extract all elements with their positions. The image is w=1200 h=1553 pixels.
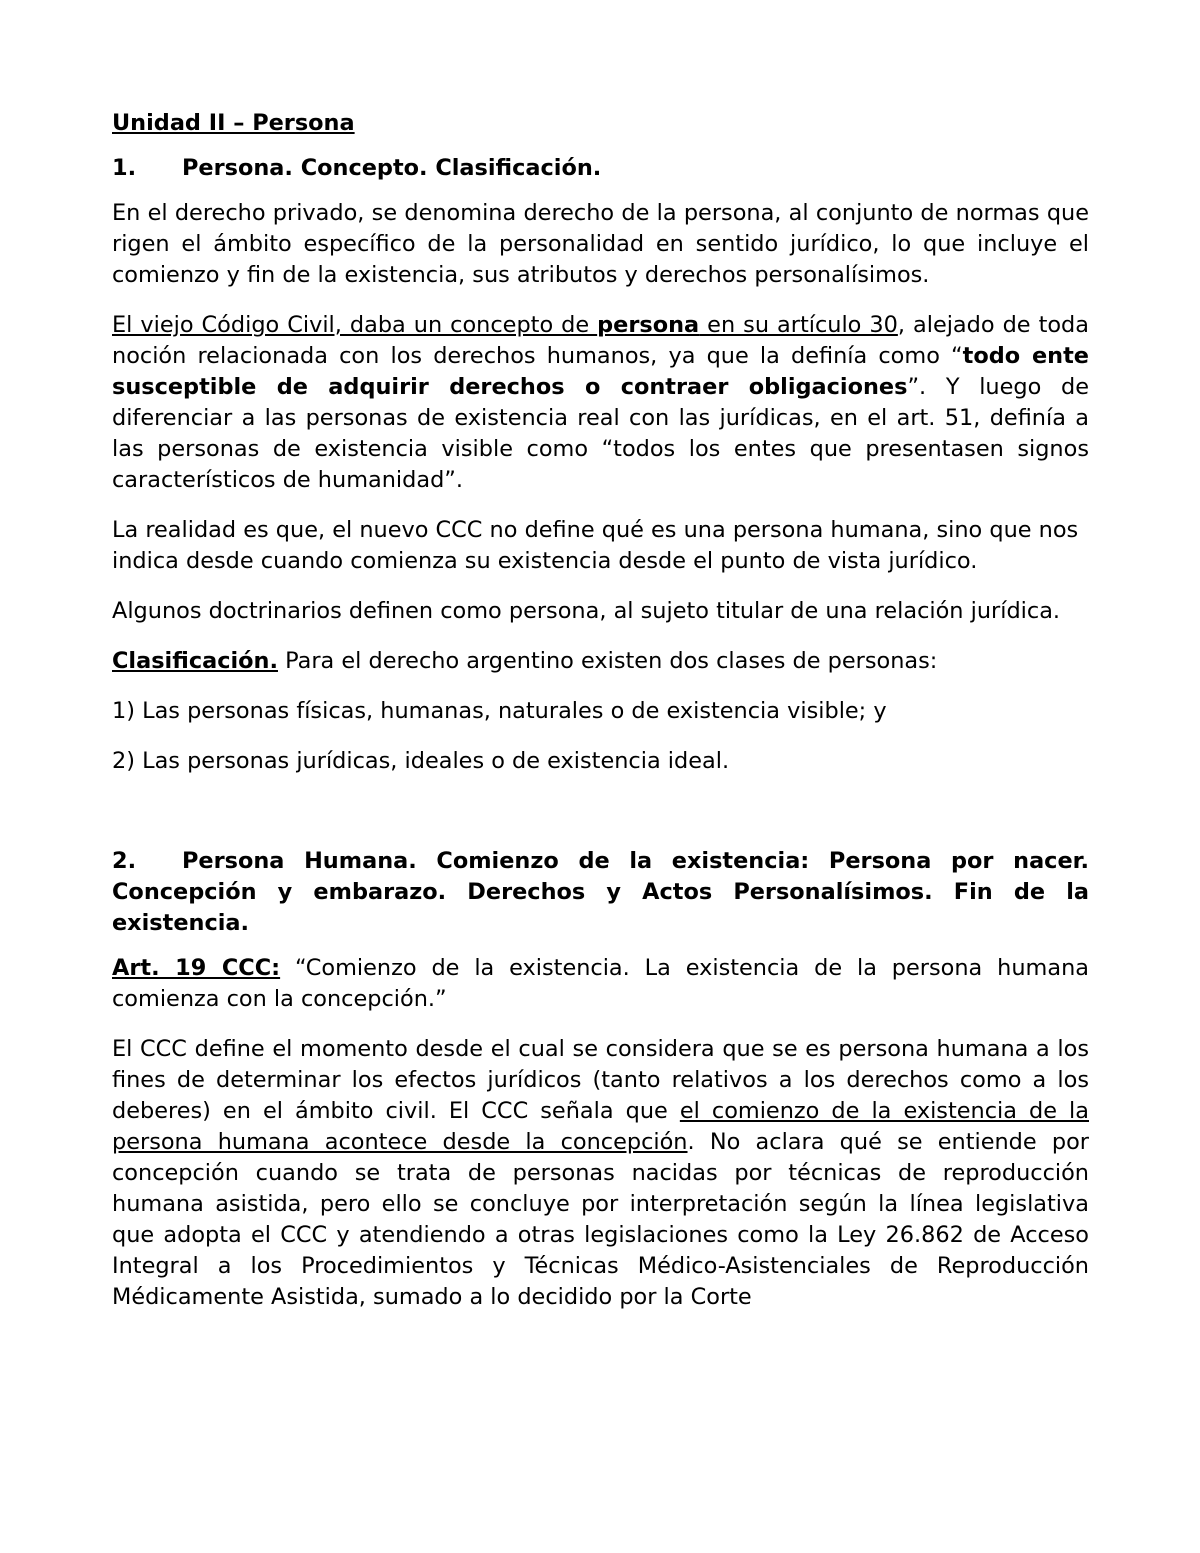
paragraph-7: [112, 1034, 1089, 1313]
paragraph-2-bold-definition: todo ente susceptible de adquirir derechos o contraer obligaciones: [112, 343, 1089, 400]
list-item-2: 2) Las personas jurídicas, ideales o de existencia ideal.: [112, 748, 730, 774]
list-item-1: 1) Las personas físicas, humanas, naturales o de existencia visible; y: [112, 698, 887, 724]
art-19-label: Art. 19 CCC:: [112, 955, 281, 981]
document-page: [112, 108, 1089, 1332]
paragraph-2-text-2: ”. Y luego de diferenciar a las personas de existencia real con las jurídicas, en el art. 51, definía a las personas de existencia visible como “todos los entes que presentasen signos característicos de humanidad”.: [112, 374, 1089, 493]
paragraph-7-text-2: . No aclara qué se entiende por concepción cuando se trata de personas nacidas por técnicas de reproducción humana asistida, pero ello se concluye por interpretación según la línea legislativa que adopta el CCC y atendiendo a otras legislaciones como la Ley 26.862 de Acceso Integral a los Procedimientos y Técnicas Médico-Asistenciales de Reproducción Médicamente Asistida, sumado a lo decidido por la Corte: [112, 1129, 1090, 1310]
paragraph-3: La realidad es que, el nuevo CCC no define qué es una persona humana, sino que nos indica desde cuando comienza su existencia desde el punto de vista jurídico.: [112, 517, 1079, 574]
paragraph-1: En el derecho privado, se denomina derecho de la persona, al conjunto de normas que rigen el ámbito específico de la personalidad en sentido jurídico, lo que incluye el comienzo y fin de la existencia, sus atributos y derechos personalísimos.: [112, 200, 1089, 288]
document-title: Unidad II – Persona: [112, 110, 355, 136]
section-2-title: Persona Humana. Comienzo de la existencia: Persona por nacer. Concepción y embarazo. Derechos y Actos Personalísimos. Fin de la existencia.: [112, 848, 1089, 936]
paragraph-2-term-persona: persona: [597, 312, 700, 338]
paragraph-5: [112, 646, 1089, 677]
paragraph-2-underlined-2: en su artículo 30: [699, 312, 898, 338]
paragraph-2-text-1: , alejado de toda noción relacionada con los derechos humanos, ya que la definía como “: [112, 312, 1089, 369]
section-1-number: 1.: [112, 155, 137, 181]
section-1-title: Persona. Concepto. Clasificación.: [182, 155, 602, 181]
clasificacion-label: Clasificación.: [112, 648, 278, 674]
section-2-heading: [112, 846, 1089, 939]
section-2-number: 2.: [112, 848, 137, 874]
paragraph-7-text-1: El CCC define el momento desde el cual se considera que se es persona humana a los fines de determinar los efectos jurídicos (tanto relativos a los derechos como a los deberes) en el ámbito civil. El CCC señala que: [112, 1036, 1089, 1124]
paragraph-7-underlined: el comienzo de la existencia de la persona humana acontece desde la concepción: [112, 1098, 1089, 1155]
paragraph-6: [112, 953, 1089, 1015]
paragraph-5-text: Para el derecho argentino existen dos clases de personas:: [277, 648, 938, 674]
paragraph-2: [112, 310, 1089, 496]
section-1-heading: [112, 153, 1089, 184]
spacer: [112, 796, 1089, 846]
paragraph-2-underlined-1: El viejo Código Civil, daba un concepto de: [112, 312, 598, 338]
paragraph-4: Algunos doctrinarios definen como persona, al sujeto titular de una relación jurídica.: [112, 598, 1061, 624]
paragraph-6-text: “Comienzo de la existencia. La existencia de la persona humana comienza con la concepción.”: [112, 955, 1089, 1012]
